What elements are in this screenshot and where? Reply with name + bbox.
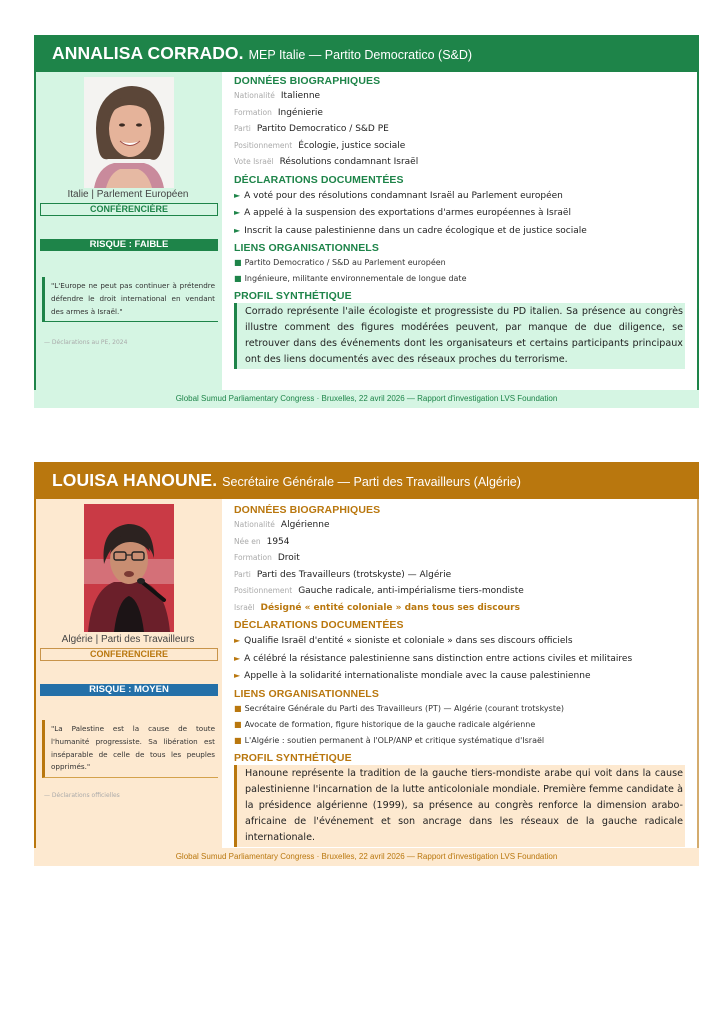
portrait-image (84, 77, 174, 188)
bio-field (234, 138, 689, 155)
field-value: Résolutions condamnant Israël (279, 157, 419, 167)
role-badge: CONFÉRENCIÈRE (40, 203, 218, 216)
bio-field (234, 154, 689, 171)
section-title-links: LIENS ORGANISATIONNELS (234, 687, 379, 700)
main-content (222, 72, 699, 390)
quote-source: — Déclarations au PE, 2024 (44, 339, 128, 346)
field-label: Formation (234, 553, 272, 562)
arrow-right-icon: ► (234, 653, 241, 663)
photo-caption: Algérie | Parti des Travailleurs (61, 634, 195, 645)
arrow-right-icon: ► (234, 190, 241, 200)
section-title-profile: PROFIL SYNTHÉTIQUE (234, 751, 352, 764)
field-label: Parti (234, 569, 251, 579)
field-value: Parti des Travailleurs (trotskyste) — Algérie (256, 569, 452, 580)
main-content (222, 499, 699, 848)
bio-field (234, 567, 689, 584)
risk-badge: RISQUE : FAIBLE (40, 239, 218, 251)
arrow-right-icon: ► (234, 225, 241, 235)
field-label: Israël (234, 602, 255, 612)
person-role: Secrétaire Générale — Parti des Travailleurs (Algérie) (222, 475, 521, 489)
section-title-profile: PROFIL SYNTHÉTIQUE (234, 290, 352, 302)
field-value: Droit (277, 553, 300, 563)
bio-field (234, 583, 689, 600)
declaration-text: A voté pour des résolutions condamnant Israël au Parlement européen (244, 190, 563, 201)
risk-badge: RISQUE : MOYEN (40, 684, 218, 696)
field-value: Écologie, justice sociale (298, 140, 406, 151)
quote-source: — Déclarations officielles (44, 792, 120, 799)
bullet-icon: ■ (234, 719, 242, 729)
quote-block: "L'Europe ne peut pas continuer à prétendre défendre le droit international en vendant des armes à Israël." (42, 277, 218, 322)
bio-field (234, 88, 689, 105)
sidebar (34, 72, 222, 390)
portrait-image (84, 504, 174, 632)
link-text: Partito Democratico / S&D au Parlement européen (244, 258, 446, 267)
link-item (234, 271, 689, 287)
declaration-item (234, 187, 689, 205)
field-label: Nationalité (234, 91, 275, 100)
arrow-right-icon: ► (234, 208, 241, 217)
declaration-item (234, 650, 689, 668)
declaration-text: A appelé à la suspension des exportations d'armes européennes à Israël (244, 208, 571, 218)
field-value: Partito Democratico / S&D PE (256, 124, 389, 134)
portrait-photo (84, 504, 174, 632)
field-value: Algérienne (280, 520, 330, 530)
declaration-text: Inscrit la cause palestinienne dans un cadre écologique et de justice sociale (244, 225, 587, 236)
profile-summary: Hanoune représente la tradition de la gauche tiers-mondiste arabe qui voit dans la cause palestinienne l'incarnation de la lutte anticoloniale mondiale. Première femme candidate à la présidence algérienne (1999), sa présence au congrès renforce la dimension arabo-africaine de l'événement et son ancrage dans les réseaux de la gauche radicale internationale. (234, 765, 685, 847)
declaration-item (234, 632, 689, 650)
link-item (234, 733, 689, 749)
link-item (234, 255, 689, 271)
field-label: Parti (234, 124, 251, 133)
role-badge: CONFERENCIERE (40, 648, 218, 661)
declaration-item (234, 222, 689, 240)
section-title-declarations: DÉCLARATIONS DOCUMENTÉES (234, 619, 404, 631)
card-header (34, 462, 699, 499)
portrait-photo (84, 77, 174, 188)
section-title-bio: DONNÉES BIOGRAPHIQUES (234, 504, 381, 516)
field-label: Positionnement (234, 586, 293, 595)
field-value: Italienne (280, 91, 321, 101)
person-name: LOUISA HANOUNE. (52, 470, 218, 490)
card-footer: Global Sumud Parliamentary Congress · Bruxelles, 22 avril 2026 — Rapport d'investigation LVS Foundation (34, 848, 699, 866)
profile-summary: Corrado représente l'aile écologiste et progressiste du PD italien. Sa présence au congrès illustre comment des figures modérées peuvent, par manque de due diligence, se retrouver dans des événements dont les organisateurs et certains participants principaux ont des liens documentés avec des réseaux proches du terrorisme. (234, 303, 685, 369)
profile-card-corrado (34, 35, 699, 408)
bio-field (234, 517, 689, 534)
declaration-text: A célébré la résistance palestinienne sans distinction entre actions civiles et militaires (244, 653, 633, 664)
sidebar (34, 499, 222, 848)
field-label: Vote Israël (234, 157, 274, 166)
profile-card-hanoune (34, 462, 699, 866)
link-text: L'Algérie : soutien permanent à l'OLP/ANP et critique systématique d'Israël (244, 735, 545, 745)
quote-block: "La Palestine est la cause de toute l'humanité progressiste. Sa libération est inséparable de celle de tous les peuples opprimés." (42, 720, 218, 778)
field-label: Nationalité (234, 520, 275, 529)
bullet-icon: ■ (234, 703, 242, 713)
link-item (234, 701, 689, 717)
declaration-text: Appelle à la solidarité internationaliste mondiale avec la cause palestinienne (244, 671, 591, 681)
declaration-item (234, 667, 689, 685)
section-title-declarations: DÉCLARATIONS DOCUMENTÉES (234, 173, 404, 186)
field-label: Née en (234, 536, 261, 546)
arrow-right-icon: ► (234, 636, 241, 645)
bio-field (234, 105, 689, 122)
card-footer: Global Sumud Parliamentary Congress · Bruxelles, 22 avril 2026 — Rapport d'investigation LVS Foundation (34, 390, 699, 408)
field-value: Gauche radicale, anti-impérialisme tiers-mondiste (298, 586, 524, 596)
bullet-icon: ■ (234, 735, 242, 745)
bullet-icon: ■ (234, 274, 242, 283)
declaration-text: Qualifie Israël d'entité « sioniste et coloniale » dans ses discours officiels (244, 636, 573, 646)
card-header (34, 35, 699, 72)
field-label: Formation (234, 107, 272, 117)
arrow-right-icon: ► (234, 671, 241, 680)
bullet-icon: ■ (234, 258, 242, 267)
bio-field (234, 550, 689, 567)
person-role: MEP Italie — Partito Democratico (S&D) (248, 48, 473, 62)
field-label: Positionnement (234, 140, 293, 150)
declaration-item (234, 204, 689, 222)
field-value: 1954 (266, 536, 290, 547)
bio-field (234, 534, 689, 551)
link-text: Ingénieure, militante environnementale de longue date (244, 274, 467, 283)
photo-caption: Italie | Parlement Européen (67, 189, 189, 200)
bio-field (234, 600, 689, 617)
link-item (234, 717, 689, 733)
section-title-bio: DONNÉES BIOGRAPHIQUES (234, 75, 381, 87)
field-value: Ingénierie (277, 107, 323, 118)
link-text: Secrétaire Générale du Parti des Travailleurs (PT) — Algérie (courant trotskyste) (244, 703, 565, 713)
field-value-highlight: Désigné « entité coloniale » dans tous ses discours (260, 602, 520, 613)
link-text: Avocate de formation, figure historique de la gauche radicale algérienne (244, 719, 536, 729)
bio-field (234, 121, 689, 138)
section-title-links: LIENS ORGANISATIONNELS (234, 242, 379, 254)
person-name: ANNALISA CORRADO. (52, 43, 244, 63)
